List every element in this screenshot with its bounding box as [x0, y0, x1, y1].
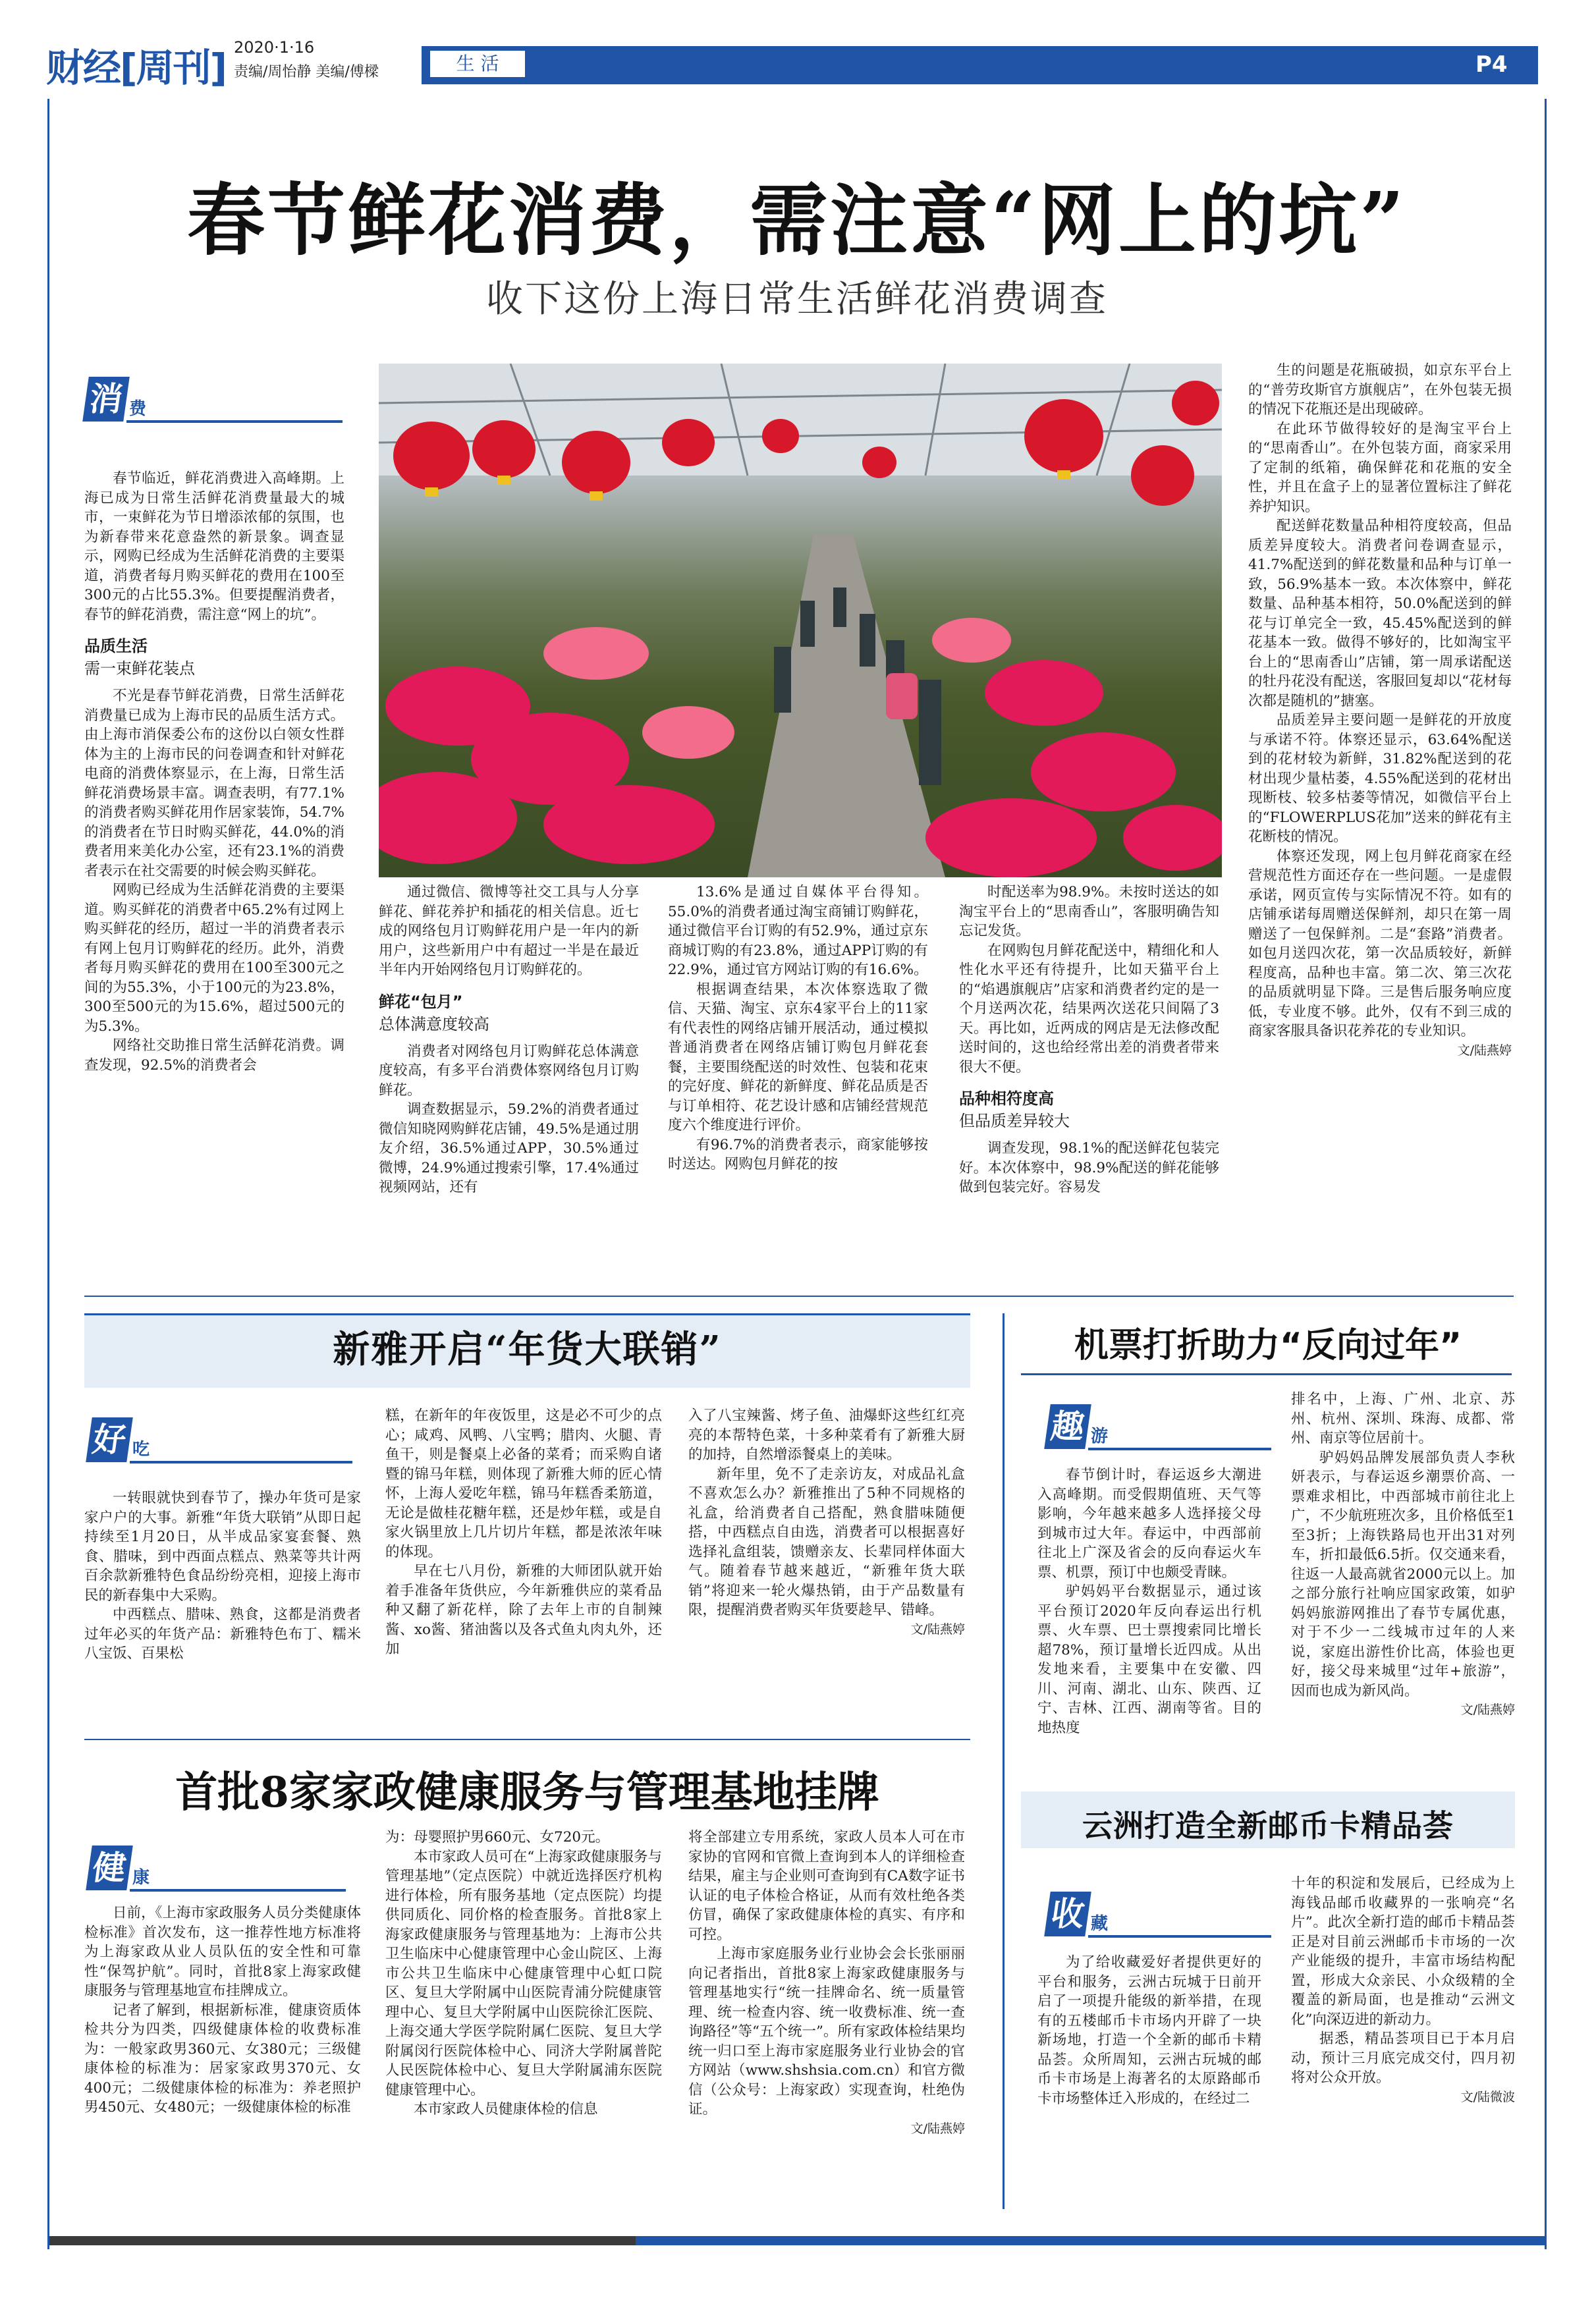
paragraph: 为了给收藏爱好者提供更好的平台和服务，云洲古玩城于日前开启了一项提升能级的新举措，在现有的五楼邮币卡市场内开辟了一块新场地，打造一个全新的邮币卡精品荟。众所周知，云洲古玩城的邮币卡市场是上海著名的太原路邮币卡市场整体迁入形成的，在经过二 — [1037, 1954, 1261, 2107]
paragraph: 将全部建立专用系统，家政人员本人可在市家协的官网和官微上查询到本人的详细检查结果，雇主与企业则可查询到有CA数字证书认证的电子体检合格证，从而有效杜绝各类仿冒，确保了家政健康体检的真实、有序和可控。 — [688, 1829, 965, 1943]
paragraph: 有96.7%的消费者表示，商家能够按时送达。网购包月鲜花的按 — [668, 1136, 928, 1172]
tag-big-char: 收 — [1044, 1892, 1091, 1936]
paragraph: 体察还发现，网上包月鲜花商家在经营规范性方面还存在一些问题。一是虚假承诺，网页宣传与实际情况不符。如有的店铺承诺每周赠送保鲜剂，却只在第一周赠送了一包保鲜剂。二是“套路”消费者。如包月送四次花，第一次品质较好，新鲜程度高，品种也丰富。第二次、第三次花的品质就明显下降。三是售后服务响应度低，专业度不够。此外，仅有不到三成的商家客服具备识花养花的专业知识。 — [1248, 848, 1512, 1039]
a2-col-2 — [385, 1406, 662, 1659]
tag-small-char: 吃 — [132, 1440, 150, 1460]
paragraph: 13.6%是通过自媒体平台得知。55.0%的消费者通过淘宝商铺订购鲜花，通过微信平台订购的有52.9%，通过京东商城订购的有23.8%，通过APP订购的有22.9%，通过官方网站订购的有16.6%。 — [668, 884, 928, 978]
byline: 文/陆燕婷 — [1460, 1703, 1515, 1717]
masthead-editors: 责编/周怡静 美编/傅樑 — [234, 64, 379, 80]
paragraph: 调查数据显示，59.2%的消费者通过微信知晓网购鲜花店铺，49.5%是通过朋友介绍，36.5%通过APP，30.5%通过微博，24.9%通过搜索引擎，17.4%通过视频网站，还有 — [379, 1101, 639, 1195]
tag-big-char: 好 — [86, 1417, 133, 1462]
a2-col-1 — [84, 1489, 361, 1664]
tag-small-char: 游 — [1091, 1427, 1109, 1446]
main-col-2 — [379, 883, 639, 1197]
paragraph: 为：母婴照护男660元、女720元。 — [385, 1829, 610, 1846]
article-title: 首批8家家政健康服务与管理基地挂牌 — [175, 1768, 879, 1817]
a3-col-1 — [1037, 1465, 1261, 1737]
tag-big-char: 消 — [82, 377, 130, 422]
main-col-5 — [1248, 361, 1512, 1060]
paragraph: 新年里，免不了走亲访友，对成品礼盒不喜欢怎么办？新雅推出了5种不同规格的礼盒，给消费者自己搭配，熟食腊味随便搭，中西糕点自由选，消费者可以根据喜好选择礼盒组装，馈赠亲友、长辈同样体面大气。随着春节越来越近，“新雅年货大联销”将迎来一轮火爆热销，由于产品数量有限，提醒消费者购买年货要趁早、错峰。 — [688, 1465, 965, 1618]
paragraph: 春节倒计时，春运返乡大潮进入高峰期。而受假期值班、天气等影响，今年越来越多人选择接父母到城市过大年。春运中，中西部前往北上广深及省会的反向春运火车票、机票，预订中也颇受青睐。 — [1037, 1467, 1261, 1581]
main-col-3 — [668, 883, 928, 1174]
footer-bar-right — [636, 2236, 1547, 2245]
article-title: 新雅开启“年货大联销” — [333, 1328, 722, 1371]
a3-col-2 — [1291, 1390, 1515, 1720]
byline: 文/陆燕婷 — [910, 2121, 965, 2136]
masthead — [0, 0, 1596, 92]
tag-small-char: 费 — [129, 399, 147, 419]
paragraph: 本市家政人员可在“上海家政健康服务与管理基地”（定点医院）中就近选择医疗机构进行体检，所有服务基地（定点医院）均提供同质化、同价格的检查服务。首批8家上海家政健康服务与管理基地为：上海市公共卫生临床中心健康管理中心金山院区、上海市公共卫生临床中心健康管理中心虹口院区、复旦大学附属中山医院青浦分院健康管理中心、复旦大学附属中山医院徐汇医院、上海交通大学医学院附属仁医院、复旦大学附属闵行医院体检中心、同济大学附属普陀人民医院体检中心、复旦大学附属浦东医院健康管理中心。 — [385, 1848, 662, 2098]
a4-col-1 — [84, 1903, 361, 2118]
paragraph: 在网购包月鲜花配送中，精细化和人性化水平还有待提升，比如天猫平台上的“焰遇旗舰店”店家和消费者约定的是一个月送两次花，结果两次送花只间隔了3天。再比如，近两成的网店是无法修改配送时间的，这也给经常出差的消费者带来很大不便。 — [959, 942, 1219, 1076]
main-subheadline: 收下这份上海日常生活鲜花消费调查 — [486, 278, 1108, 321]
masthead-date: 2020·1·16 — [234, 38, 315, 57]
paragraph: 根据调查结果，本次体察选取了微信、天猫、淘宝、京东4家平台上的11家有代表性的网络店铺开展活动，通过模拟普通消费者在网络店铺订购包月鲜花套餐，主要围绕配送的时效性、包装和花束的完好度、鲜花的新鲜度、鲜花品质是否与订单相符、花艺设计感和店铺经营规范度六个维度进行评价。 — [668, 981, 928, 1134]
paragraph: 驴妈妈平台数据显示，通过该平台预订2020年反向春运出行机票、火车票、巴士票搜索同比增长超78%，预订量增长近四成。从出发地来看，主要集中在安徽、四川、河南、湖北、山东、陕西、辽宁、吉林、江西、湖南等省。目的地热度 — [1037, 1583, 1261, 1736]
masthead-logo: 财经[周刊] — [46, 45, 227, 90]
divider — [84, 1296, 1514, 1297]
paragraph: 排名中，上海、广州、北京、苏州、杭州、深圳、珠海、成都、常州、南京等位居前十。 — [1291, 1391, 1515, 1446]
masthead-bar — [422, 46, 1538, 84]
banner-xinya — [84, 1313, 970, 1388]
article-title: 机票打折助力“反向过年” — [1074, 1326, 1462, 1365]
paragraph: 糕，在新年的年夜饭里，这是必不可少的点心；咸鸡、风鸭、八宝鸭；腊肉、火腿、青鱼干，则是餐桌上必备的菜肴；而采购自诸暨的锦马年糕，则体现了新雅大师的匠心情怀，上海人爱吃年糕，锦马年糕香柔筋道，无论是做桂花糖年糕，还是炒年糕，或是自家火锅里放上几片切片年糕，都是浓浓年味的体现。 — [385, 1408, 662, 1560]
paragraph: 十年的积淀和发展后，已经成为上海钱品邮币收藏界的一张响亮“名片”。此次全新打造的邮币卡精品荟正是对目前云洲邮币卡市场的一次产业能级的提升，丰富市场结构配置，形成大众亲民、小众级精的全覆盖的新局面，也是推动“云洲文化”向深迈进的新动力。 — [1291, 1875, 1515, 2028]
paragraph: 不光是春节鲜花消费，日常生活鲜花消费量已成为上海市民的品质生活方式。由上海市消保委公布的这份以白领女性群体为主的上海市民的问卷调查和针对鲜花电商的消费体察显示，在上海，日常生活鲜花消费场景丰富。调查表明，有77.1%的消费者购买鲜花用作居家装饰，54.7%的消费者在节日时购买鲜花，44.0%的消费者用来美化办公室，还有23.1%的消费者表示在社交需要的时候会购买鲜花。 — [84, 688, 344, 879]
paragraph: 一转眼就快到春节了，操办年货可是家家户户的大事。新雅“年货大联销”从即日起持续至1月20日，从半成品家宴套餐、熟食、腊味，到中西面点糕点、熟菜等共计两百余款新雅特色食品纷纷亮相，迎接上海市民的新春集中大采购。 — [84, 1490, 361, 1604]
paragraph: 日前，《上海市家政服务人员分类健康体检标准》首次发布，这一推荐性地方标准将为上海家政从业人员队伍的安全性和可靠性“保驾护航”。同时，首批8家上海家政健康服务与管理基地宣布挂牌成立。 — [84, 1905, 361, 1999]
section-tag-health — [89, 1851, 346, 1892]
paragraph: 早在七八月份，新雅的大师团队就开始着手准备年货供应，今年新雅供应的菜肴品种又翻了新花样，除了去年上市的自制辣酱、xo酱、猪油酱以及各式鱼丸肉丸外，还加 — [385, 1563, 662, 1657]
paragraph: 入了八宝辣酱、烤子鱼、油爆虾这些红红亮亮的本帮特色菜，十多种菜肴有了新雅大厨的加持，自然增添餐桌上的美味。 — [688, 1408, 965, 1463]
subheading: 鲜花“包月” 总体满意度较高 — [379, 992, 489, 1033]
paragraph: 消费者对网络包月订购鲜花总体满意度较高，有多平台消费体察网络包月订购鲜花。 — [379, 1043, 639, 1099]
a5-col-2 — [1291, 1874, 1515, 2107]
tag-small-char: 康 — [132, 1868, 150, 1888]
paragraph: 本市家政人员健康体检的信息 — [414, 2101, 598, 2118]
column-divider — [1003, 1313, 1004, 2209]
paragraph: 生的问题是花瓶破损，如京东平台上的“普劳玫斯官方旗舰店”，在外包装无损的情况下花瓶还是出现破碎。 — [1248, 362, 1512, 418]
banner-yunzhou — [1021, 1792, 1515, 1848]
paragraph: 上海市家庭服务业行业协会会长张丽丽向记者指出，首批8家上海家政健康服务与管理基地实行“统一挂牌命名、统一质量管理、统一检查内容、统一收费标准、统一查询路径”等“五个统一”。所有家政体检结果均统一归口至上海市家庭服务业行业协会的官方网站（www.shshsia.com.cn）和官方微信（公众号：上海家政）实现查询，杜绝伪证。 — [688, 1946, 965, 2118]
page-number: P4 — [1475, 51, 1508, 78]
paragraph: 网络社交助推日常生活鲜花消费。调查发现，92.5%的消费者会 — [84, 1037, 344, 1074]
paragraph: 据悉，精品荟项目已于本月启动，预计三月底完成交付，四月初将对公众开放。 — [1291, 2031, 1515, 2086]
section-tag-travel — [1047, 1409, 1271, 1450]
byline: 文/陆燕婷 — [1457, 1043, 1512, 1058]
subheading: 品质生活 需一束鲜花装点 — [84, 637, 195, 678]
footer-bar-left — [49, 2236, 636, 2245]
paragraph: 网购已经成为生活鲜花消费的主要渠道。购买鲜花的消费者中65.2%有过网上购买鲜花的经历，超过一半的消费者表示有网上包月订购鲜花的经历。此外，消费者每月购买鲜花的费用在100至300元之间的为55.3%，小于100元的为23.8%，300至500元的为15.6%，超过500元的为5.3%。 — [84, 882, 344, 1035]
title-underline — [1021, 1373, 1512, 1375]
divider — [84, 1739, 970, 1740]
a4-col-2 — [385, 1828, 662, 2120]
paragraph: 品质差异主要问题一是鲜花的开放度与承诺不符。体察还显示，63.64%配送到的花材较为新鲜，31.82%配送到的花材出现少量枯萎，4.55%配送到的花材出现断枝、较多枯萎等情况，如微信平台上的“FLOWERPLUS花加”送来的鲜花有主花断枝的情况。 — [1248, 712, 1512, 845]
a4-col-3 — [688, 1828, 965, 2139]
section-tag-collect — [1047, 1897, 1271, 1938]
main-headline: 春节鲜花消费，需注意“网上的坑” — [187, 175, 1407, 266]
section-tag-food — [89, 1423, 352, 1464]
paragraph: 配送鲜花数量品种相符度较高，但品质差异度较大。消费者问卷调查显示，41.7%配送到的鲜花数量和品种与订单一致，56.9%基本一致。本次体察中，鲜花数量、品种基本相符，50.0%配送到的鲜花与订单完全一致，45.45%配送到的鲜花基本一致。做得不够好的，比如淘宝平台上的“思南香山”店铺，第一周承诺配送的牡丹花没有配送，客服回复却以“花材每次都是随机的”搪塞。 — [1248, 518, 1512, 709]
byline: 文/陆燕婷 — [910, 1622, 965, 1637]
paragraph: 春节临近，鲜花消费进入高峰期。上海已成为日常生活鲜花消费量最大的城市，一束鲜花为节日增添浓郁的氛围，也为新春带来花意盎然的新景象。调查显示，网购已经成为生活鲜花消费的主要渠道，消费者每月购买鲜花的费用在100至300元的占比55.3%。但要提醒消费者，春节的鲜花消费，需注意“网上的坑”。 — [84, 470, 344, 623]
section-tag-consume — [86, 382, 343, 423]
paragraph: 时配送率为98.9%。未按时送达的如淘宝平台上的“思南香山”，客服明确告知忘记发货。 — [959, 884, 1219, 939]
paragraph: 在此环节做得较好的是淘宝平台上的“思南香山”。在外包装方面，商家采用了定制的纸箱，确保鲜花和花瓶的安全性，并且在盒子上的显著位置标注了鲜花养护知识。 — [1248, 420, 1512, 515]
flower-market-photo — [379, 364, 1222, 877]
subheading: 品种相符度高 但品质差异较大 — [959, 1089, 1070, 1130]
main-col-4 — [959, 883, 1219, 1197]
main-col-1 — [84, 469, 344, 1075]
a5-col-1 — [1037, 1953, 1261, 2108]
photo-illustration — [379, 364, 1222, 877]
a2-col-3 — [688, 1406, 965, 1639]
paragraph: 调查发现，98.1%的配送鲜花包装完好。本次体察中，98.9%配送的鲜花能够做到包装完好。容易发 — [959, 1140, 1219, 1195]
section-label: 生 活 — [428, 49, 527, 79]
paragraph: 记者了解到，根据新标准，健康资质体检共分为四类，四级健康体检的收费标准为：一般家政男360元、女380元；三级健康体检的标准为：居家家政男370元、女400元；二级健康体检的标准为：养老照护男450元、女480元；一级健康体检的标准 — [84, 2002, 361, 2116]
article-title: 云洲打造全新邮币卡精品荟 — [1082, 1808, 1454, 1844]
paragraph: 通过微信、微博等社交工具与人分享鲜花、鲜花养护和插花的相关信息。近七成的网络包月订购鲜花用户是一年内的新用户，这些新用户中有超过一半是在最近半年内开始网络包月订购鲜花的。 — [379, 884, 639, 978]
tag-big-char: 趣 — [1044, 1404, 1091, 1449]
byline: 文/陆微波 — [1460, 2089, 1515, 2104]
tag-small-char: 藏 — [1091, 1914, 1109, 1934]
paragraph: 中西糕点、腊味、熟食，这都是消费者过年必买的年货产品：新雅特色布丁、糯米八宝饭、百果松 — [84, 1606, 361, 1662]
tag-big-char: 健 — [86, 1846, 133, 1890]
paragraph: 驴妈妈品牌发展部负责人李秋妍表示，与春运返乡潮票价高、一票难求相比，中西部城市前往北上广，不少航班班次多，且价格低至1至3折；上海铁路局也开出31对列车，折扣最低6.5折。仅交通来看，往返一人最高就省2000元以上。加之部分旅行社响应国家政策，如驴妈妈旅游网推出了春节专属优惠，对于不少一二线城市过年的人来说，家庭出游性价比高，体验也更好，接父母来城里“过年+旅游”，因而也成为新风尚。 — [1291, 1449, 1515, 1699]
